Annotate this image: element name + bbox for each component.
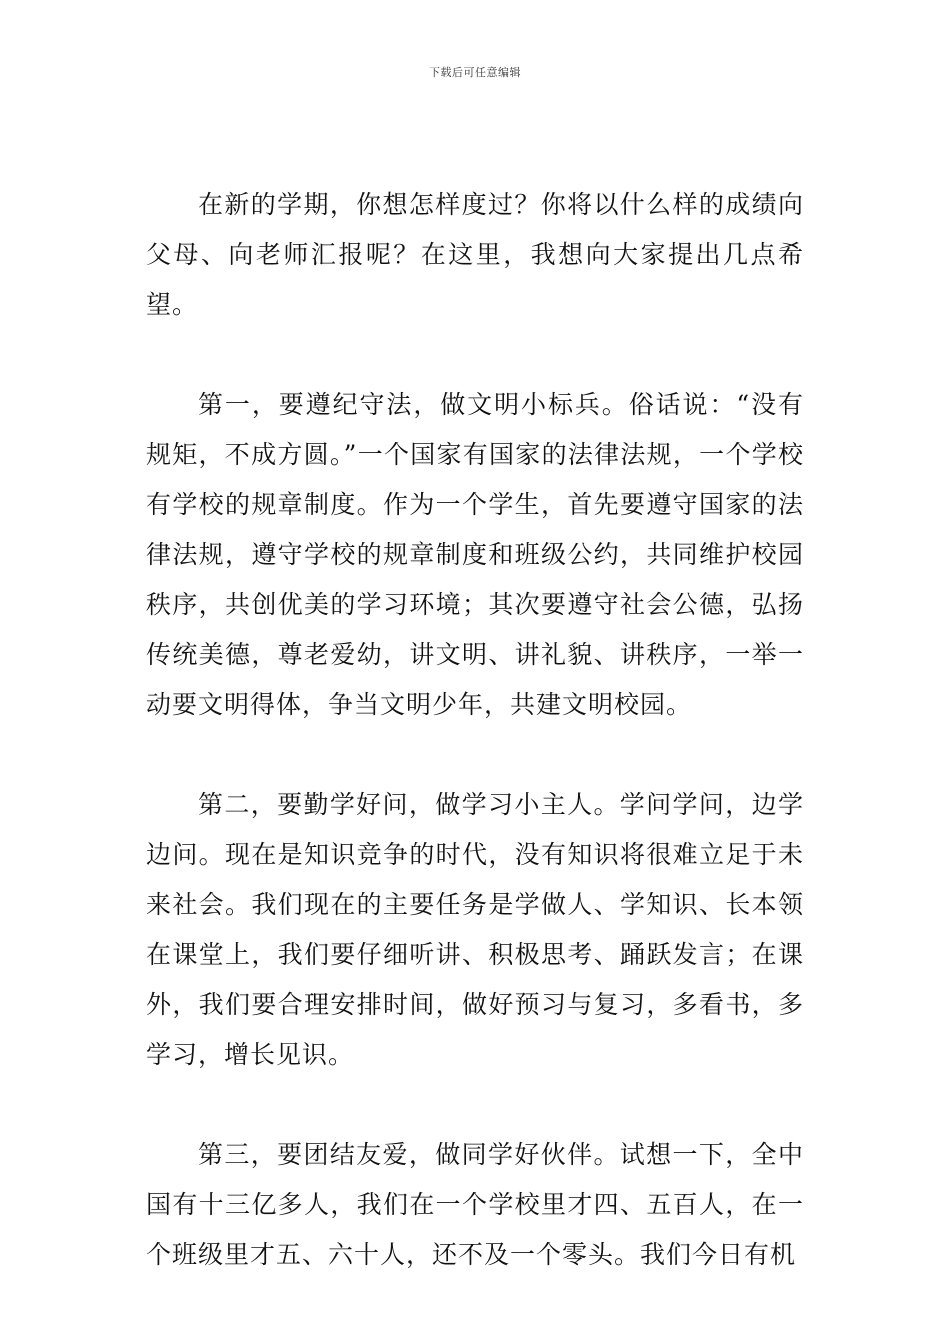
document-body	[146, 180, 804, 1280]
page-header-note: 下载后可任意编辑	[429, 66, 521, 79]
paragraph-intro: 在新的学期，你想怎样度过？你将以什么样的成绩向父母、向老师汇报呢？在这里，我想向大家提出几点希望。	[146, 190, 804, 319]
paragraph-first-point: 第一，要遵纪守法，做文明小标兵。俗话说：“没有规矩，不成方圆。”一个国家有国家的法律法规，一个学校有学校的规章制度。作为一个学生，首先要遵守国家的法律法规，遵守学校的规章制度和班级公约，共同维护校园秩序，共创优美的学习环境；其次要遵守社会公德，弘扬传统美德，尊老爱幼，讲文明、讲礼貌、讲秩序，一举一动要文明得体，争当文明少年，共建文明校园。	[146, 390, 804, 719]
paragraph-second-point: 第二，要勤学好问，做学习小主人。学问学问，边学边问。现在是知识竞争的时代，没有知识将很难立足于未来社会。我们现在的主要任务是学做人、学知识、长本领在课堂上，我们要仔细听讲、积极思考、踊跃发言；在课外，我们要合理安排时间，做好预习与复习，多看书，多学习，增长见识。	[146, 790, 804, 1069]
paragraph-third-point: 第三，要团结友爱，做同学好伙伴。试想一下，全中国有十三亿多人，我们在一个学校里才四、五百人，在一个班级里才五、六十人，还不及一个零头。我们今日有机	[146, 1140, 804, 1269]
